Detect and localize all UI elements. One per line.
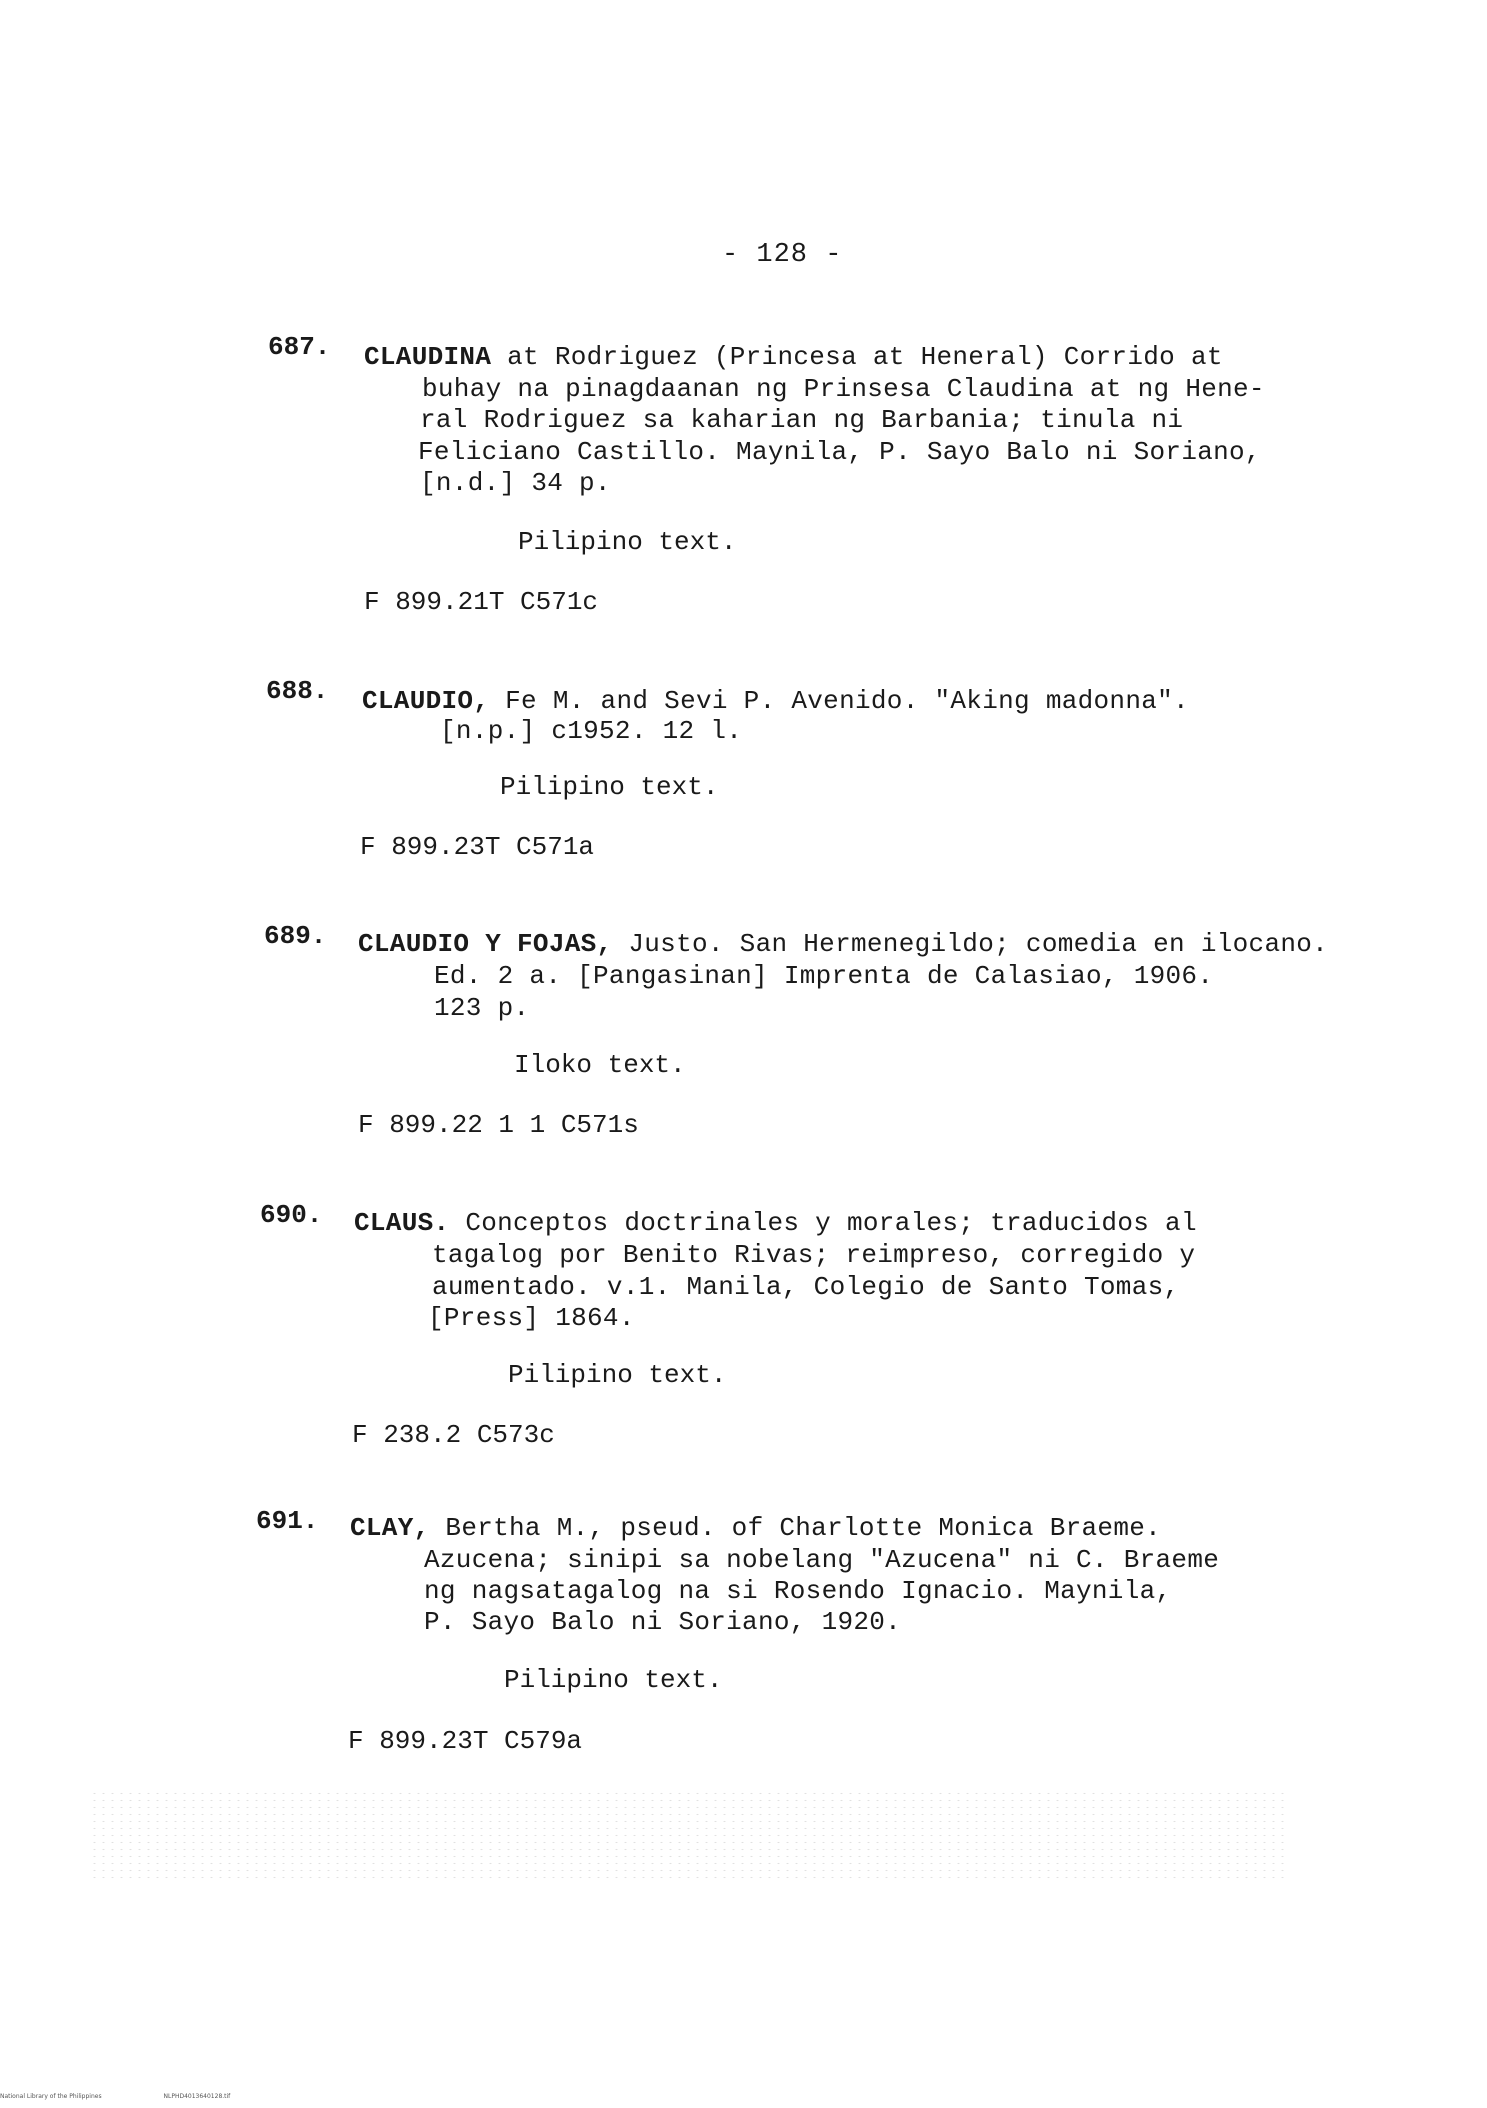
- entry-number: 687.: [268, 332, 331, 362]
- page-number: - 128 -: [722, 240, 843, 270]
- entry-line: ng nagsatagalog na si Rosendo Ignacio. Maynila,: [424, 1576, 1172, 1606]
- entry-line: Azucena; sinipi sa nobelang "Azucena" ni C. Braeme: [424, 1545, 1220, 1575]
- entry-line: [n.d.] 34 p.: [420, 468, 611, 498]
- language-note: Iloko text.: [514, 1050, 686, 1080]
- language-note: Pilipino text.: [500, 772, 719, 802]
- entry-text: at Rodriguez (Princesa at Heneral) Corrido at: [491, 342, 1223, 372]
- footer-source: National Library of the Philippines: [0, 2093, 102, 2100]
- language-note: Pilipino text.: [504, 1665, 723, 1695]
- entry-line: [364, 342, 1223, 372]
- entry-heading: CLAUDINA: [364, 342, 492, 372]
- entry-text: Justo. San Hermenegildo; comedia en ilocano.: [612, 929, 1329, 959]
- entry-line: [350, 1513, 1161, 1543]
- language-note: Pilipino text.: [508, 1360, 727, 1390]
- language-note: Pilipino text.: [518, 527, 737, 557]
- entry-text: Conceptos doctrinales y morales; traducidos al: [449, 1208, 1197, 1238]
- entry-line: buhay na pinagdaanan ng Prinsesa Claudina at ng Hene-: [422, 374, 1265, 404]
- entry-heading: CLAY,: [350, 1513, 430, 1543]
- entry-heading: CLAUS.: [354, 1208, 450, 1238]
- entry-line: [Press] 1864.: [428, 1303, 635, 1333]
- entry-line: [362, 686, 1189, 716]
- entry-number: 689.: [264, 921, 327, 951]
- entry-number: 690.: [260, 1200, 323, 1230]
- entry-line: [358, 929, 1328, 959]
- call-number: F 238.2 C573c: [352, 1420, 555, 1450]
- entry-line: aumentado. v.1. Manila, Colegio de Santo Tomas,: [432, 1272, 1180, 1302]
- entry-text: Fe M. and Sevi P. Avenido. "Aking madonna".: [489, 686, 1189, 716]
- entry-number: 688.: [266, 676, 329, 706]
- entry-line: Ed. 2 a. [Pangasinan] Imprenta de Calasiao, 1906.: [434, 961, 1214, 991]
- call-number: F 899.23T C579a: [348, 1726, 583, 1756]
- scan-noise: [90, 1790, 1290, 1880]
- entry-line: ral Rodriguez sa kaharian ng Barbania; tinula ni: [420, 405, 1184, 435]
- entry-line: Feliciano Castillo. Maynila, P. Sayo Balo ni Soriano,: [418, 437, 1261, 467]
- call-number: F 899.23T C571a: [360, 832, 595, 862]
- call-number: F 899.22 1 1 C571s: [358, 1110, 639, 1140]
- call-number: F 899.21T C571c: [364, 587, 599, 617]
- scan-footer: [0, 2093, 1487, 2100]
- entry-line: 123 p.: [434, 993, 530, 1023]
- entry-heading: CLAUDIO Y FOJAS,: [358, 929, 613, 959]
- entry-line: tagalog por Benito Rivas; reimpreso, corregido y: [432, 1240, 1196, 1270]
- footer-filename: NLPHD4013640128.tif: [163, 2093, 231, 2100]
- entry-line: [354, 1208, 1197, 1238]
- entry-number: 691.: [256, 1506, 319, 1536]
- entry-text: Bertha M., pseud. of Charlotte Monica Braeme.: [429, 1513, 1162, 1543]
- entry-heading: CLAUDIO,: [362, 686, 490, 716]
- entry-line: P. Sayo Balo ni Soriano, 1920.: [424, 1607, 902, 1637]
- entry-line: [n.p.] c1952. 12 l.: [440, 716, 743, 746]
